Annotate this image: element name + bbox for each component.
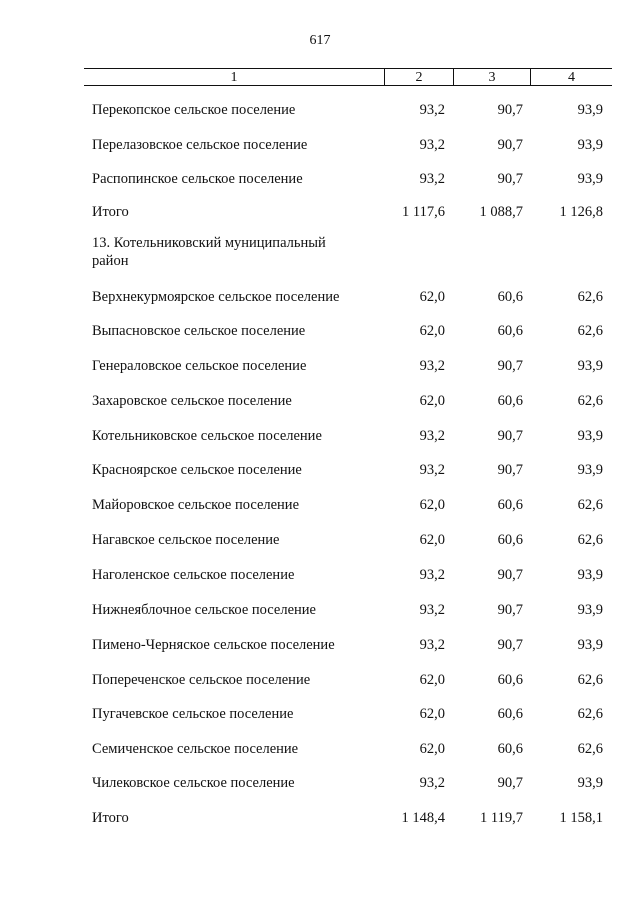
table-row (0, 356, 640, 376)
row-value-col-2: 93,2 (419, 775, 445, 791)
table-row (0, 670, 640, 690)
row-value-col-3: 60,6 (497, 741, 523, 757)
table-row (0, 808, 640, 828)
row-value-col-2: 62,0 (419, 323, 445, 339)
row-name: Перекопское сельское поселение (92, 102, 296, 118)
row-value-col-4: 62,6 (577, 532, 603, 548)
row-name: Захаровское сельское поселение (92, 393, 292, 409)
row-value-col-2: 62,0 (419, 706, 445, 722)
row-name: Нагавское сельское поселение (92, 532, 280, 548)
row-value-col-3: 60,6 (497, 706, 523, 722)
row-value-col-3: 90,7 (497, 428, 523, 444)
row-value-col-3: 90,7 (497, 602, 523, 618)
row-value-col-4: 62,6 (577, 741, 603, 757)
row-value-col-3: 90,7 (497, 637, 523, 653)
table-row (0, 426, 640, 446)
table-row (0, 704, 640, 724)
row-name: Нижнеяблочное сельское поселение (92, 602, 316, 618)
row-value-col-4: 1 126,8 (559, 204, 603, 220)
row-value-col-3: 60,6 (497, 289, 523, 305)
row-value-col-4: 1 158,1 (559, 810, 603, 826)
row-value-col-2: 93,2 (419, 567, 445, 583)
row-value-col-2: 62,0 (419, 532, 445, 548)
row-value-col-4: 62,6 (577, 393, 603, 409)
row-value-col-3: 90,7 (497, 775, 523, 791)
row-value-col-2: 62,0 (419, 393, 445, 409)
row-name: Верхнекурмоярское сельское поселение (92, 289, 340, 305)
row-value-col-2: 1 148,4 (401, 810, 445, 826)
row-value-col-4: 93,9 (577, 462, 603, 478)
row-value-col-3: 90,7 (497, 358, 523, 374)
header-col-2: 2 (415, 70, 423, 85)
row-value-col-2: 62,0 (419, 289, 445, 305)
table-row (0, 460, 640, 480)
row-value-col-2: 93,2 (419, 358, 445, 374)
row-value-col-2: 93,2 (419, 462, 445, 478)
row-value-col-4: 62,6 (577, 706, 603, 722)
table-row (0, 739, 640, 759)
header-col-3: 3 (488, 70, 496, 85)
row-value-col-3: 60,6 (497, 323, 523, 339)
table-row (0, 391, 640, 411)
table-row (0, 235, 640, 269)
table-row (0, 202, 640, 222)
row-name: Чилековское сельское поселение (92, 775, 295, 791)
row-value-col-2: 93,2 (419, 637, 445, 653)
page-number: 617 (309, 33, 331, 48)
row-value-col-4: 93,9 (577, 137, 603, 153)
row-value-col-4: 93,9 (577, 637, 603, 653)
row-value-col-3: 60,6 (497, 532, 523, 548)
row-value-col-4: 93,9 (577, 567, 603, 583)
row-value-col-4: 93,9 (577, 602, 603, 618)
table-row (0, 169, 640, 189)
row-value-col-4: 62,6 (577, 497, 603, 513)
row-value-col-3: 1 088,7 (479, 204, 523, 220)
row-value-col-4: 62,6 (577, 323, 603, 339)
row-value-col-2: 93,2 (419, 137, 445, 153)
row-value-col-3: 90,7 (497, 567, 523, 583)
row-name: Пимено-Черняское сельское поселение (92, 637, 335, 653)
row-name: 13. Котельниковский муниципальный район (92, 235, 326, 269)
row-value-col-2: 93,2 (419, 602, 445, 618)
row-name: Итого (92, 204, 129, 220)
table-row (0, 565, 640, 585)
row-name: Котельниковское сельское поселение (92, 428, 322, 444)
header-col-1: 1 (230, 70, 238, 85)
row-value-col-4: 62,6 (577, 672, 603, 688)
row-value-col-3: 90,7 (497, 102, 523, 118)
row-name: Генераловское сельское поселение (92, 358, 307, 374)
row-value-col-2: 62,0 (419, 672, 445, 688)
row-name: Выпасновское сельское поселение (92, 323, 306, 339)
row-value-col-3: 90,7 (497, 137, 523, 153)
row-name: Семиченское сельское поселение (92, 741, 299, 757)
table-row (0, 600, 640, 620)
row-name: Распопинское сельское поселение (92, 171, 303, 187)
row-value-col-4: 93,9 (577, 358, 603, 374)
row-name: Наголенское сельское поселение (92, 567, 295, 583)
table-row (0, 773, 640, 793)
row-value-col-3: 90,7 (497, 462, 523, 478)
row-name: Красноярское сельское поселение (92, 462, 302, 478)
table-row (0, 321, 640, 341)
row-value-col-3: 1 119,7 (480, 810, 523, 826)
row-name: Майоровское сельское поселение (92, 497, 300, 513)
row-value-col-2: 62,0 (419, 497, 445, 513)
row-value-col-2: 62,0 (419, 741, 445, 757)
row-value-col-2: 1 117,6 (402, 204, 445, 220)
table-row (0, 495, 640, 515)
row-value-col-4: 93,9 (577, 102, 603, 118)
row-name: Перелазовское сельское поселение (92, 137, 308, 153)
row-value-col-4: 93,9 (577, 775, 603, 791)
row-value-col-3: 60,6 (497, 497, 523, 513)
row-value-col-4: 62,6 (577, 289, 603, 305)
table-row (0, 635, 640, 655)
row-value-col-3: 90,7 (497, 171, 523, 187)
table-row (0, 530, 640, 550)
row-value-col-3: 60,6 (497, 393, 523, 409)
row-name: Пугачевское сельское поселение (92, 706, 294, 722)
row-value-col-2: 93,2 (419, 171, 445, 187)
row-name: Итого (92, 810, 129, 826)
table-row (0, 135, 640, 155)
row-value-col-4: 93,9 (577, 428, 603, 444)
header-col-4: 4 (568, 70, 575, 85)
row-value-col-2: 93,2 (419, 102, 445, 118)
table-row (0, 287, 640, 307)
row-value-col-4: 93,9 (577, 171, 603, 187)
table-row (0, 100, 640, 120)
row-value-col-3: 60,6 (497, 672, 523, 688)
row-value-col-2: 93,2 (419, 428, 445, 444)
row-name: Попереченское сельское поселение (92, 672, 311, 688)
